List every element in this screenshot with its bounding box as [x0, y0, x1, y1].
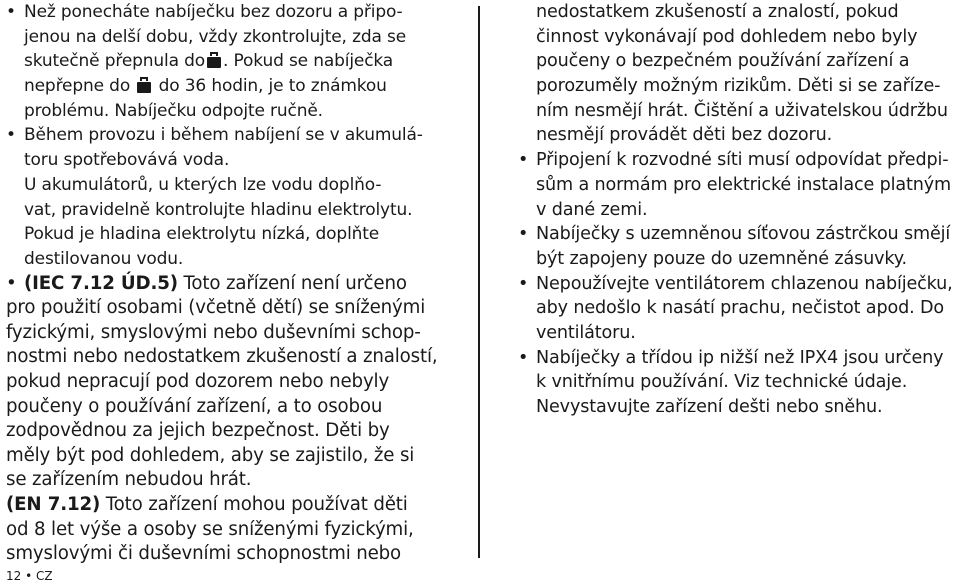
column-divider: [478, 6, 480, 558]
list-item: • Nepoužívejte ventilátorem chlazenou nabíječku,: [518, 272, 960, 297]
bullet: •: [6, 2, 16, 22]
bullet: •: [6, 272, 17, 294]
bullet: •: [6, 125, 16, 146]
standard-ref: (EN 7.12): [6, 493, 101, 515]
list-item: • Během provozu i během nabíjení se v akumulá-: [6, 123, 458, 148]
footer-separator: •: [25, 569, 33, 583]
paragraph-en: (EN 7.12) Toto zařízení mohou používat děti: [6, 493, 408, 515]
bullet: •: [518, 150, 529, 171]
language-code: CZ: [36, 569, 53, 583]
left-column: • Než ponecháte nabíječku bez dozoru a připo- jenou na delší dobu, vždy zkontrolujte, zda se skutečně přepnula do . Pokud se nabíječka nepřepne do do 36 hodin, je to známkou problému. Nabíječku odpojte ručně. • Během provozu i během nabíjení se v akumulá- toru spotřebovává voda. U akumulátorů, u kterých lze vodu doplňo- vat, pravidelně kontrolujte hladinu elektrolytu. Pokud je hladina elektrolytu nízká, doplňte destilovanou vodu. • (IEC 7.12 ÚD.5) Toto zařízení není určeno pro použití osobami (včetně dětí) se sníženými fyzickými, smyslovými nebo duševními schop- nostmi nebo nedostatkem zkušeností a znalostí, pokud nepracují pod dozorem nebo nebyly poučeny o používání zařízení, a to osobou zodpovědnou za jejich bezpečnost. Děti by měly být pod dohledem, aby se zajistilo, že si se zařízením nebudou hrát. (EN 7.12) Toto zařízení mohou používat děti od 8 let výše a osoby se sníženými fyzickými, smyslovými či duševními schopnostmi nebo: [6, 0, 458, 567]
right-column: nedostatkem zkušeností a znalostí, pokud činnost vykonávají pod dohledem nebo byly poučeny o bezpečném používání zařízení a porozuměly možným rizikům. Děti si se zaříze- ním nesmějí hrát. Čištění a uživatelskou údržbu nesmějí provádět děti bez dozoru. • Připojení k rozvodné síti musí odpovídat předpi- sům a normám pro elektrické instalace platným v dané zemi. • Nabíječky s uzemněnou síťovou zástrčkou smějí být zapojeny pouze do uzemněné zásuvky. • Nepoužívejte ventilátorem chlazenou nabíječku, aby nedošlo k nasátí prachu, nečistot apod. Do ventilátoru. • Nabíječky a třídou ip nižší než IPX4 jsou určeny k vnitřnímu používání. Viz technické údaje. Nevystavujte zařízení dešti nebo sněhu.: [518, 0, 960, 420]
bullet: •: [518, 347, 529, 368]
standard-ref: (IEC 7.12 ÚD.5): [24, 272, 178, 294]
battery-full-icon: [207, 52, 221, 68]
list-item: • Připojení k rozvodné síti musí odpovídat předpi-: [518, 148, 960, 173]
list-item: • Nabíječky s uzemněnou síťovou zástrčkou smějí: [518, 222, 960, 247]
bullet: •: [518, 273, 529, 294]
bullet: •: [518, 224, 529, 245]
list-item: • Než ponecháte nabíječku bez dozoru a připo-: [6, 0, 458, 25]
page-footer: [6, 568, 53, 584]
page-number: 12: [6, 569, 22, 583]
list-item: • (IEC 7.12 ÚD.5) Toto zařízení není určeno: [6, 272, 458, 297]
list-item: • Nabíječky a třídou ip nižší než IPX4 jsou určeny: [518, 346, 960, 371]
battery-full-icon: [137, 77, 151, 93]
